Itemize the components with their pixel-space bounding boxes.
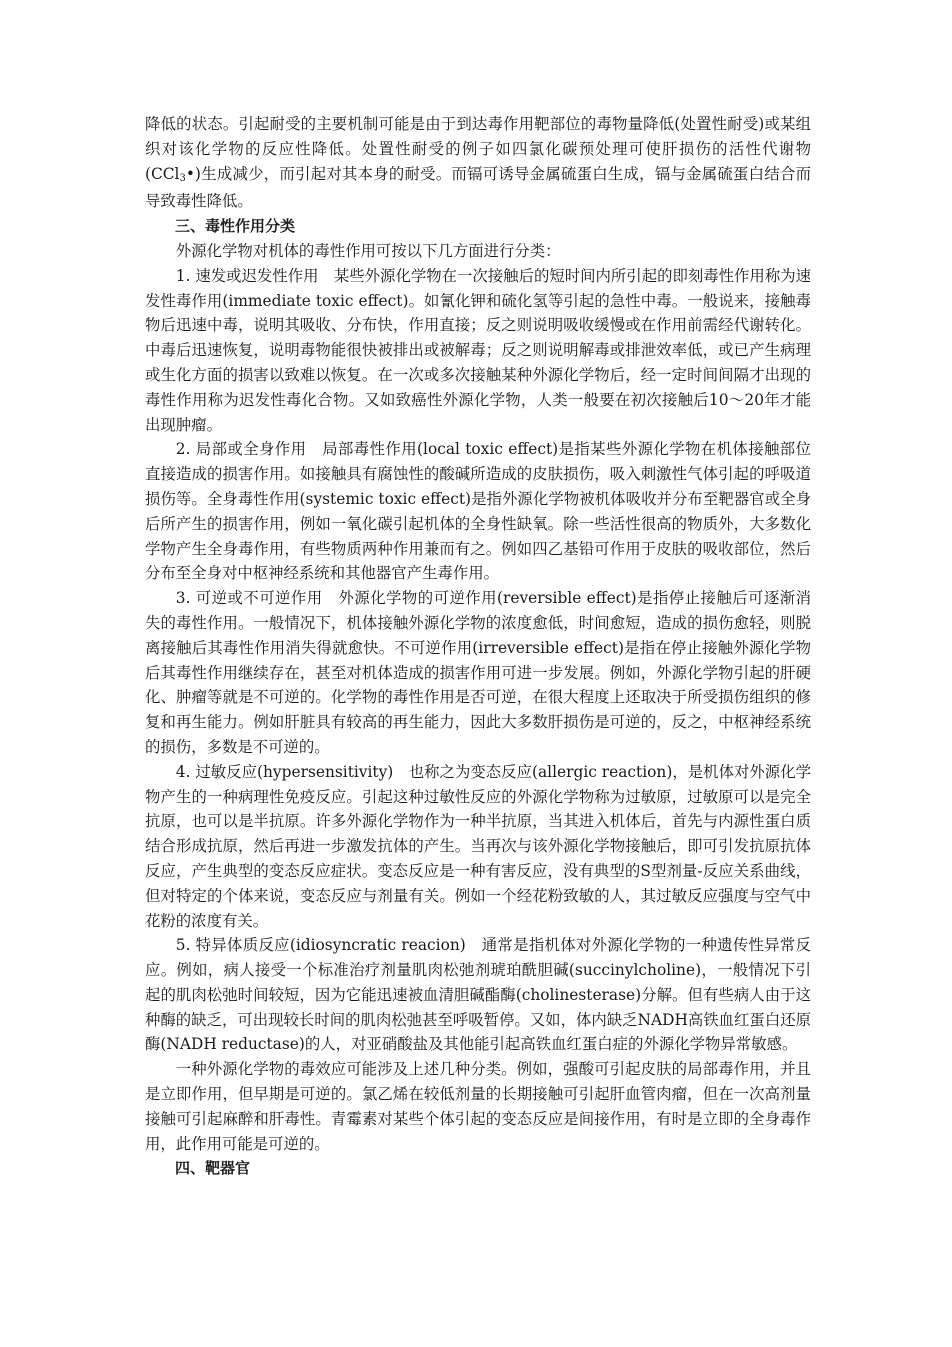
paragraph-intro: 外源化学物对机体的毒性作用可按以下几方面进行分类： — [175, 241, 561, 260]
document-page — [145, 112, 811, 1181]
paragraph-item-5: 5. 特异体质反应(idiosyncratic reacion) 通常是指机体对外源化学物的一种遗传性异常反应。例如，病人接受一个标准治疗剂量肌肉松弛剂琥珀酰胆碱(succinylcholine)，一般情况下引起的肌肉松弛时间较短，因为它能迅速被血清胆碱酯酶(cholinesterase)分解。但有些病人由于这种酶的缺乏，可出现较长时间的肌肉松弛甚至呼吸暂停。又如，体内缺乏NADH高铁血红蛋白还原酶(NADH reductase)的人，对亚硝酸盐及其他能引起高铁血红蛋白症的外源化学物异常敏感。 — [145, 936, 811, 1054]
section-heading-3: 三、毒性作用分类 — [175, 217, 296, 236]
paragraph-item-3: 3. 可逆或不可逆作用 外源化学物的可逆作用(reversible effect)是指停止接触后可逐渐消失的毒性作用。一般情况下，机体接触外源化学物的浓度愈低，时间愈短，造成的损伤愈轻，则脱离接触后其毒性作用消失得就愈快。不可逆作用(irreversible effect)是指在停止接触外源化学物后其毒性作用继续存在，甚至对机体造成的损害作用可进一步发展。例如，外源化学物引起的肝硬化、肿瘤等就是不可逆的。化学物的毒性作用是否可逆，在很大程度上还取决于所受损伤组织的修复和再生能力。例如肝脏具有较高的再生能力，因此大多数肝损伤是可逆的，反之，中枢神经系统的损伤，多数是不可逆的。 — [145, 589, 811, 756]
paragraph-tolerance: 降低的状态。引起耐受的主要机制可能是由于到达毒作用靶部位的毒物量降低(处置性耐受)或某组织对该化学物的反应性降低。处置性耐受的例子如四氯化碳预处理可使肝损伤的活性代谢物(CCl3•)生成减少，而引起对其本身的耐受。而镉可诱导金属硫蛋白生成，镉与金属硫蛋白结合而导致毒性降低。 — [145, 115, 811, 211]
section-heading-4: 四、靶器官 — [175, 1159, 251, 1178]
paragraph-item-4: 4. 过敏反应(hypersensitivity) 也称之为变态反应(allergic reaction)，是机体对外源化学物产生的一种病理性免疫反应。引起这种过敏性反应的外源化学物称为过敏原，过敏原可以是完全抗原，也可以是半抗原。许多外源化学物作为一种半抗原，当其进入机体后，首先与内源性蛋白质结合形成抗原，然后再进一步激发抗体的产生。当再次与该外源化学物接触后，即可引发抗原抗体反应，产生典型的变态反应症状。变态反应是一种有害反应，没有典型的S型剂量-反应关系曲线，但对特定的个体来说，变态反应与剂量有关。例如一个经花粉致敏的人，其过敏反应强度与空气中花粉的浓度有关。 — [145, 762, 811, 930]
subscript-3: 3 — [179, 172, 186, 184]
paragraph-item-1: 1. 速发或迟发性作用 某些外源化学物在一次接触后的短时间内所引起的即刻毒性作用称为速发性毒作用(immediate toxic effect)。如氰化钾和硫化氢等引起的急性中毒。一般说来，接触毒物后迅速中毒，说明其吸收、分布快，作用直接；反之则说明吸收缓慢或在作用前需经代谢转化。中毒后迅速恢复，说明毒物能很快被排出或被解毒；反之则说明解毒或排泄效率低，或已产生病理或生化方面的损害以致难以恢复。在一次或多次接触某种外源化学物后，经一定时间间隔才出现的毒性作用称为迟发性毒化合物。又如致癌性外源化学物，人类一般要在初次接触后10～20年才能出现肿瘤。 — [145, 266, 811, 434]
paragraph-summary: 一种外源化学物的毒效应可能涉及上述几种分类。例如，强酸可引起皮肤的局部毒作用，并且是立即作用，但早期是可逆的。氯乙烯在较低剂量的长期接触可引起肝血管肉瘤，但在一次高剂量接触可引起麻醉和肝毒性。青霉素对某些个体引起的变态反应是间接作用，有时是立即的全身毒作用，此作用可能是可逆的。 — [145, 1060, 811, 1153]
paragraph-item-2: 2. 局部或全身作用 局部毒性作用(local toxic effect)是指某些外源化学物在机体接触部位直接造成的损害作用。如接触具有腐蚀性的酸碱所造成的皮肤损伤，吸入刺激性气体引起的呼吸道损伤等。全身毒性作用(systemic toxic effect)是指外源化学物被机体吸收并分布至靶器官或全身后所产生的损害作用，例如一氧化碳引起机体的全身性缺氧。除一些活性很高的物质外，大多数化学物产生全身毒作用，有些物质两种作用兼而有之。例如四乙基铅可作用于皮肤的吸收部位，然后分布至全身对中枢神经系统和其他器官产生毒作用。 — [145, 440, 811, 583]
